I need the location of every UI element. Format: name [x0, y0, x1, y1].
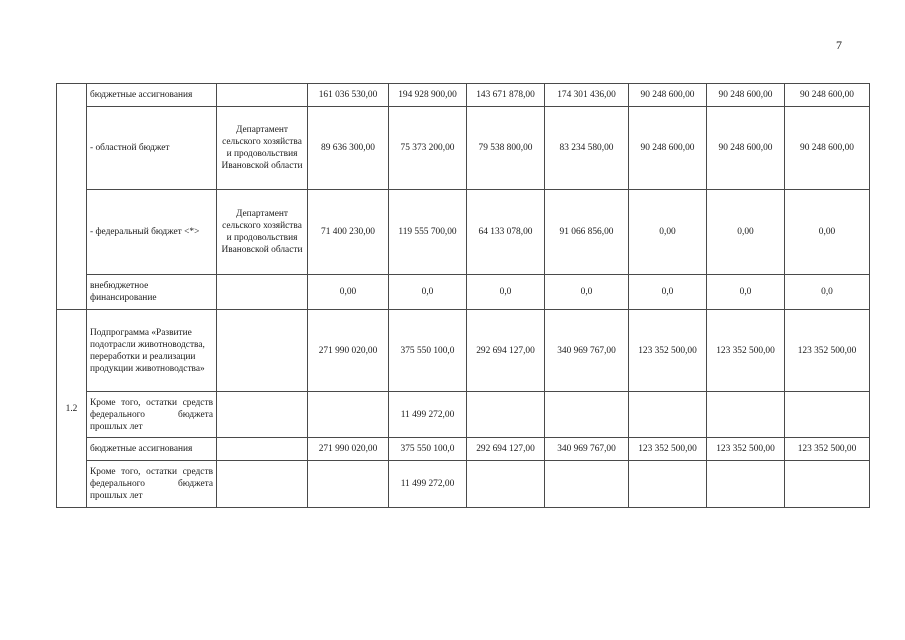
row-name-cell: Кроме того, остатки средств федерального бюджета прошлых лет: [87, 461, 217, 508]
value-cell: 90 248 600,00: [629, 84, 707, 107]
value-cell: 90 248 600,00: [785, 107, 870, 190]
table-row: [57, 310, 870, 392]
value-cell: 89 636 300,00: [308, 107, 389, 190]
value-cell: [308, 461, 389, 508]
value-cell: 174 301 436,00: [545, 84, 629, 107]
value-cell: 0,00: [785, 190, 870, 275]
value-cell: 271 990 020,00: [308, 438, 389, 461]
row-name-cell: Кроме того, остатки средств федерального бюджета прошлых лет: [87, 392, 217, 438]
value-cell: [545, 461, 629, 508]
value-cell: 75 373 200,00: [389, 107, 467, 190]
value-cell: 90 248 600,00: [629, 107, 707, 190]
value-cell: 123 352 500,00: [707, 438, 785, 461]
value-cell: [629, 461, 707, 508]
value-cell: 123 352 500,00: [785, 438, 870, 461]
value-cell: 143 671 878,00: [467, 84, 545, 107]
value-cell: 123 352 500,00: [707, 310, 785, 392]
value-cell: 90 248 600,00: [707, 84, 785, 107]
value-cell: 340 969 767,00: [545, 310, 629, 392]
row-executor-cell: [217, 461, 308, 508]
value-cell: 271 990 020,00: [308, 310, 389, 392]
value-cell: 375 550 100,0: [389, 438, 467, 461]
row-index-cell: [57, 84, 87, 310]
table-row: [57, 461, 870, 508]
value-cell: 0,00: [707, 190, 785, 275]
value-cell: 123 352 500,00: [785, 310, 870, 392]
value-cell: 0,0: [629, 275, 707, 310]
row-executor-cell: [217, 438, 308, 461]
table-row: [57, 84, 870, 107]
value-cell: 91 066 856,00: [545, 190, 629, 275]
row-name-cell: бюджетные ассигнования: [87, 438, 217, 461]
value-cell: 71 400 230,00: [308, 190, 389, 275]
value-cell: 0,0: [785, 275, 870, 310]
value-cell: [467, 461, 545, 508]
row-name-cell: бюджетные ассигнования: [87, 84, 217, 107]
value-cell: 0,00: [629, 190, 707, 275]
value-cell: 64 133 078,00: [467, 190, 545, 275]
table-row: [57, 392, 870, 438]
value-cell: [308, 392, 389, 438]
value-cell: [785, 392, 870, 438]
value-cell: 161 036 530,00: [308, 84, 389, 107]
value-cell: [707, 392, 785, 438]
page-number: 7: [836, 38, 842, 52]
value-cell: 0,0: [707, 275, 785, 310]
value-cell: [545, 392, 629, 438]
value-cell: 0,0: [389, 275, 467, 310]
row-index-cell: 1.2: [57, 310, 87, 508]
value-cell: [467, 392, 545, 438]
value-cell: [707, 461, 785, 508]
row-name-cell: Подпрограмма «Развитие подотрасли животноводства, переработки и реализации продукции животноводства»: [87, 310, 217, 392]
value-cell: 90 248 600,00: [785, 84, 870, 107]
table-row: [57, 190, 870, 275]
value-cell: 123 352 500,00: [629, 310, 707, 392]
value-cell: 194 928 900,00: [389, 84, 467, 107]
value-cell: 292 694 127,00: [467, 310, 545, 392]
value-cell: 340 969 767,00: [545, 438, 629, 461]
value-cell: 375 550 100,0: [389, 310, 467, 392]
row-name-cell: - федеральный бюджет <*>: [87, 190, 217, 275]
value-cell: 0,0: [545, 275, 629, 310]
value-cell: 83 234 580,00: [545, 107, 629, 190]
value-cell: 292 694 127,00: [467, 438, 545, 461]
value-cell: 11 499 272,00: [389, 461, 467, 508]
value-cell: 90 248 600,00: [707, 107, 785, 190]
value-cell: [629, 392, 707, 438]
row-executor-cell: Департамент сельского хозяйства и продовольствия Ивановской области: [217, 107, 308, 190]
value-cell: 0,0: [467, 275, 545, 310]
value-cell: 11 499 272,00: [389, 392, 467, 438]
table-row: [57, 438, 870, 461]
row-name-cell: - областной бюджет: [87, 107, 217, 190]
row-executor-cell: Департамент сельского хозяйства и продовольствия Ивановской области: [217, 190, 308, 275]
table-row: [57, 107, 870, 190]
row-name-cell: внебюджетное финансирование: [87, 275, 217, 310]
row-executor-cell: [217, 275, 308, 310]
table-row: [57, 275, 870, 310]
value-cell: 0,00: [308, 275, 389, 310]
row-executor-cell: [217, 392, 308, 438]
row-executor-cell: [217, 84, 308, 107]
budget-table: [56, 83, 870, 508]
value-cell: 123 352 500,00: [629, 438, 707, 461]
value-cell: 79 538 800,00: [467, 107, 545, 190]
row-executor-cell: [217, 310, 308, 392]
value-cell: 119 555 700,00: [389, 190, 467, 275]
value-cell: [785, 461, 870, 508]
